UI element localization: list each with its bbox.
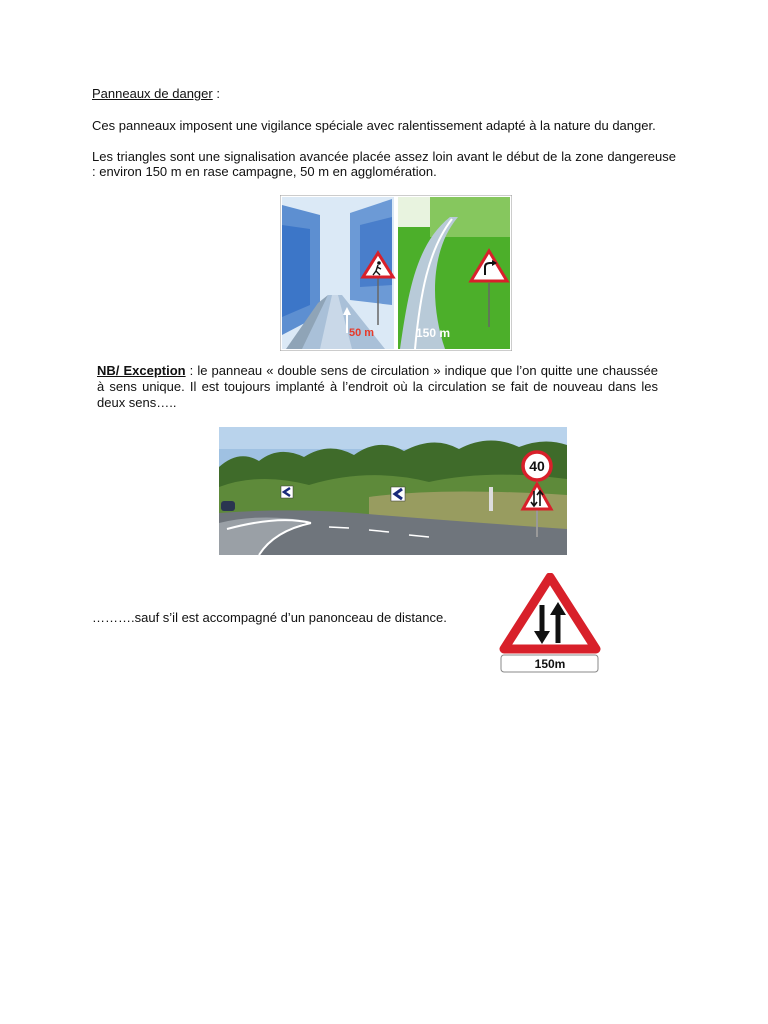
figure-distance-illustration [280,195,512,351]
closing-sentence: ……….sauf s’il est accompagné d’un panonceau de distance. [92,610,447,625]
paragraph-vigilance: Ces panneaux imposent une vigilance spéciale avec ralentissement adapté à la nature du danger. [92,118,656,133]
section-heading [92,86,220,101]
urban-distance-label: 50 m [349,327,375,339]
section-title-suffix: : [212,86,220,101]
section-title: Panneaux de danger [92,86,213,101]
countryside-distance-label: 150 m [416,326,451,340]
paragraph-triangles: Les triangles sont une signalisation avancée placée assez loin avant le début de la zone dangereuse : environ 150 m en rase campagne, 50 m en agglomération. [92,149,676,179]
nb-exception-paragraph [97,363,658,411]
nb-exception-text: : le panneau « double sens de circulation » indique que l’on quitte une chaussée à sens unique. Il est toujours implanté à l’endroit où la circulation se fait de nouveau dans les deux sens….. [97,363,658,410]
nb-exception-label: NB/ Exception [97,363,186,378]
distance-panel-label: 150m [534,657,566,671]
urban-scene-image [282,197,394,349]
figure-road-photo [219,427,567,555]
countryside-scene-image [398,197,510,349]
triangle-sign-icon [504,577,596,649]
two-way-traffic-sign-with-panel [499,573,601,675]
speed-limit-value: 40 [529,458,545,474]
